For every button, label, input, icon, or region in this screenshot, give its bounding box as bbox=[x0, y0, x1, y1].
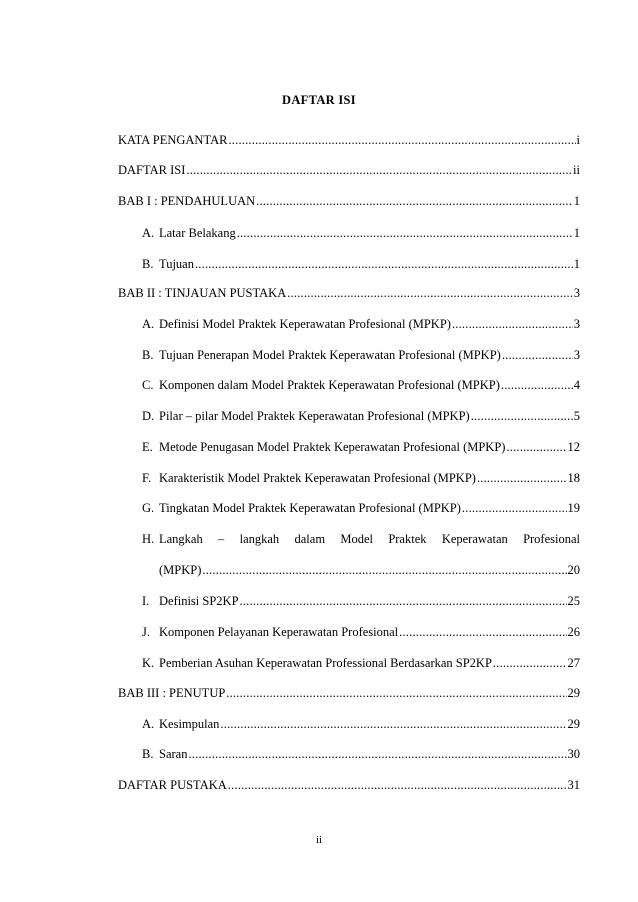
toc-entry-3a[interactable] bbox=[142, 716, 580, 732]
toc-entry-text: Pilar – pilar Model Praktek Keperawatan Profesional (MPKP) bbox=[159, 409, 470, 423]
toc-entry-text: Kesimpulan bbox=[159, 717, 220, 731]
toc-entry-page: 3 bbox=[573, 286, 580, 300]
dot-leader bbox=[228, 132, 575, 148]
toc-entry-word: dalam bbox=[294, 532, 326, 546]
dot-leader bbox=[195, 256, 573, 272]
toc-entry-page: 5 bbox=[573, 409, 580, 423]
dot-leader bbox=[226, 685, 566, 701]
dot-leader bbox=[399, 624, 566, 640]
toc-entry-page: 19 bbox=[567, 501, 580, 515]
toc-entry-word: Profesional bbox=[523, 532, 580, 546]
toc-entry-letter: C. bbox=[142, 378, 154, 392]
toc-entry-text: Karakteristik Model Praktek Keperawatan Profesional (MPKP) bbox=[159, 471, 476, 485]
dot-leader bbox=[493, 655, 567, 671]
toc-entry-word: Praktek bbox=[388, 532, 427, 546]
toc-entry-text: Komponen Pelayanan Keperawatan Profesional bbox=[159, 625, 399, 639]
toc-entry-2a[interactable] bbox=[142, 316, 580, 332]
toc-entry-bab-1[interactable] bbox=[118, 193, 580, 209]
page-number: ii bbox=[315, 834, 323, 846]
toc-entry-page: 29 bbox=[567, 686, 580, 700]
toc-entry-1b[interactable] bbox=[142, 256, 580, 272]
toc-entry-page: 27 bbox=[567, 656, 580, 670]
toc-entry-letter: F. bbox=[142, 471, 152, 485]
toc-entry-letter: A. bbox=[142, 226, 155, 240]
toc-entry-word: langkah bbox=[239, 532, 280, 546]
toc-entry-text: Komponen dalam Model Praktek Keperawatan Profesional (MPKP) bbox=[159, 378, 500, 392]
toc-entry-text: Metode Penugasan Model Praktek Keperawatan Profesional (MPKP) bbox=[159, 440, 506, 454]
toc-entry-page: 25 bbox=[567, 594, 580, 608]
toc-entry-bab-2[interactable] bbox=[118, 285, 580, 301]
table-of-contents bbox=[118, 0, 580, 902]
dot-leader bbox=[202, 562, 566, 578]
toc-entry-text: Saran bbox=[159, 747, 188, 761]
dot-leader bbox=[502, 347, 573, 363]
dot-leader bbox=[237, 225, 573, 241]
toc-entry-1a[interactable] bbox=[142, 225, 580, 241]
toc-entry-word: Model bbox=[340, 532, 373, 546]
dot-leader bbox=[501, 377, 573, 393]
dot-leader bbox=[462, 500, 567, 516]
dot-leader bbox=[240, 593, 567, 609]
toc-entry-text: BAB III : PENUTUP bbox=[118, 686, 226, 700]
dot-leader bbox=[506, 439, 566, 455]
toc-entry-2k[interactable] bbox=[142, 655, 580, 671]
toc-entry-page: 31 bbox=[567, 778, 580, 792]
toc-entry-page: 12 bbox=[567, 440, 580, 454]
toc-entry-page: ii bbox=[573, 163, 580, 177]
toc-entry-word: Keperawatan bbox=[441, 532, 508, 546]
toc-entry-text: DAFTAR ISI bbox=[118, 163, 186, 177]
toc-entry-page: 26 bbox=[567, 625, 580, 639]
toc-entry-text: Tingkatan Model Praktek Keperawatan Profesional (MPKP) bbox=[159, 501, 461, 515]
toc-entry-letter: A. bbox=[142, 717, 155, 731]
dot-leader bbox=[256, 193, 573, 209]
toc-entry-text: DAFTAR PUSTAKA bbox=[118, 778, 227, 792]
toc-entry-2c[interactable] bbox=[142, 377, 580, 393]
toc-entry-3b[interactable] bbox=[142, 746, 580, 762]
toc-entry-page: i bbox=[576, 133, 580, 147]
toc-entry-daftar-isi[interactable] bbox=[118, 162, 580, 178]
toc-entry-letter: J. bbox=[142, 625, 150, 639]
dot-leader bbox=[228, 777, 567, 793]
dot-leader bbox=[471, 408, 573, 424]
page-title: DAFTAR ISI bbox=[282, 93, 356, 107]
toc-entry-text: Definisi Model Praktek Keperawatan Profesional (MPKP) bbox=[159, 317, 451, 331]
toc-entry-kata-pengantar[interactable] bbox=[118, 132, 580, 148]
toc-entry-letter: A. bbox=[142, 317, 155, 331]
toc-entry-text: KATA PENGANTAR bbox=[118, 133, 228, 147]
toc-entry-text: BAB II : TINJAUAN PUSTAKA bbox=[118, 286, 287, 300]
toc-entry-bab-3[interactable] bbox=[118, 685, 580, 701]
toc-entry-letter: B. bbox=[142, 747, 154, 761]
dot-leader bbox=[287, 285, 573, 301]
toc-entry-letter: E. bbox=[142, 440, 153, 454]
toc-entry-2g[interactable] bbox=[142, 500, 580, 516]
toc-entry-page: 1 bbox=[573, 226, 580, 240]
toc-entry-2h[interactable] bbox=[142, 531, 580, 547]
toc-entry-word: – bbox=[218, 532, 225, 546]
toc-entry-letter: I. bbox=[142, 594, 150, 608]
toc-entry-page: 30 bbox=[567, 747, 580, 761]
toc-entry-2h-continued[interactable] bbox=[159, 562, 580, 578]
toc-entry-text: Latar Belakang bbox=[159, 226, 236, 240]
toc-entry-letter: K. bbox=[142, 656, 155, 670]
toc-entry-letter: G. bbox=[142, 501, 155, 515]
toc-entry-daftar-pustaka[interactable] bbox=[118, 777, 580, 793]
toc-entry-letter: B. bbox=[142, 257, 154, 271]
toc-entry-page: 3 bbox=[573, 348, 580, 362]
toc-entry-word: Langkah bbox=[159, 532, 203, 546]
dot-leader bbox=[477, 470, 567, 486]
toc-entry-2f[interactable] bbox=[142, 470, 580, 486]
toc-entry-page: 29 bbox=[567, 717, 580, 731]
toc-entry-2i[interactable] bbox=[142, 593, 580, 609]
dot-leader bbox=[452, 316, 573, 332]
toc-entry-2e[interactable] bbox=[142, 439, 580, 455]
toc-entry-2d[interactable] bbox=[142, 408, 580, 424]
toc-entry-page: 4 bbox=[573, 378, 580, 392]
toc-entry-2j[interactable] bbox=[142, 624, 580, 640]
dot-leader bbox=[220, 716, 566, 732]
dot-leader bbox=[188, 746, 566, 762]
toc-entry-text bbox=[159, 531, 580, 547]
toc-entry-2b[interactable] bbox=[142, 347, 580, 363]
toc-entry-text: Tujuan Penerapan Model Praktek Keperawatan Profesional (MPKP) bbox=[159, 348, 501, 362]
toc-entry-text: Pemberian Asuhan Keperawatan Professional Berdasarkan SP2KP bbox=[159, 656, 492, 670]
toc-entry-text: BAB I : PENDAHULUAN bbox=[118, 194, 256, 208]
toc-entry-letter: D. bbox=[142, 409, 155, 423]
toc-entry-page: 1 bbox=[573, 194, 580, 208]
toc-entry-text: Tujuan bbox=[159, 257, 194, 271]
toc-entry-letter: B. bbox=[142, 348, 154, 362]
toc-entry-page: 20 bbox=[567, 563, 580, 577]
toc-entry-page: 1 bbox=[573, 257, 580, 271]
toc-entry-text: Definisi SP2KP bbox=[159, 594, 239, 608]
dot-leader bbox=[186, 162, 572, 178]
toc-entry-page: 3 bbox=[573, 317, 580, 331]
toc-entry-text: (MPKP) bbox=[159, 563, 202, 577]
toc-entry-page: 18 bbox=[567, 471, 580, 485]
toc-entry-letter: H. bbox=[142, 532, 155, 546]
